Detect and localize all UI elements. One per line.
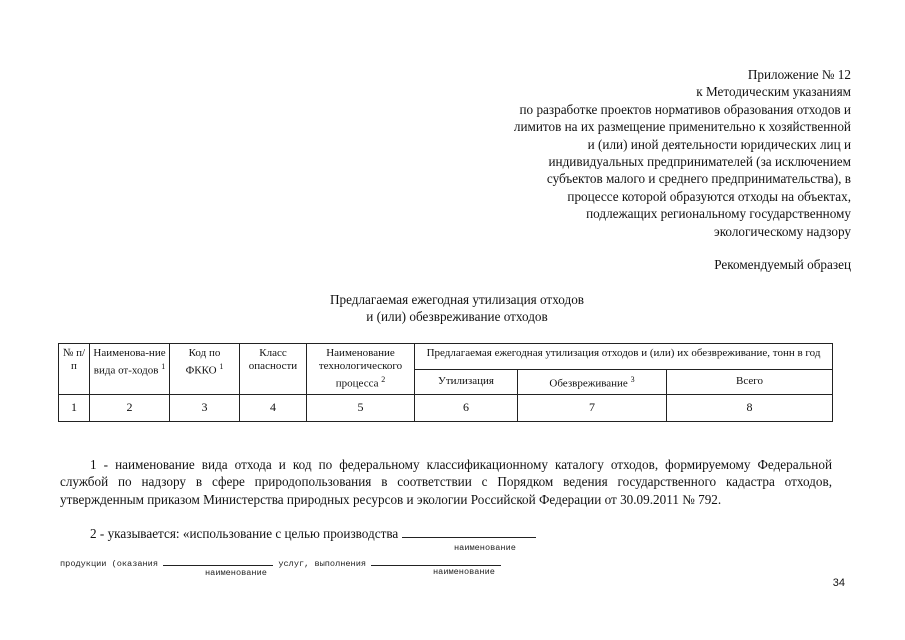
- caption-under-field: наименование: [433, 567, 495, 577]
- recommended-sample-label: Рекомендуемый образец: [714, 257, 851, 272]
- col-header-hazard-class: Класс опасности: [240, 344, 307, 395]
- document-title: [262, 291, 652, 325]
- table-cell: 3: [170, 394, 240, 421]
- table-cell: 4: [240, 394, 307, 421]
- header-line: подлежащих региональному государственному: [586, 206, 851, 222]
- footnote-2-text: 2 - указывается: «использование с целью производства: [90, 526, 399, 541]
- footnotes: [60, 456, 832, 508]
- header-line: лимитов на их размещение применительно к хозяйственной: [513, 119, 851, 135]
- caption-under-field: наименование: [205, 568, 267, 578]
- table-cell: 1: [59, 394, 90, 421]
- title-line-2: и (или) обезвреживание отходов: [366, 309, 548, 325]
- table-cell: 2: [90, 394, 170, 421]
- header-line: субъектов малого и среднего предпринимательства), в: [546, 171, 851, 187]
- column-number-row: [59, 394, 833, 421]
- footnote-ref: 1: [219, 362, 224, 371]
- waste-utilization-table: [58, 343, 833, 422]
- caption-under-field: наименование: [454, 543, 516, 553]
- page-number: 34: [832, 577, 845, 589]
- line-text-products: продукции (оказания: [60, 559, 158, 569]
- header-line: индивидуальных предпринимателей (за исключением: [548, 154, 851, 170]
- col-header-neutralization: Обезвреживание $^3$: [518, 369, 667, 394]
- header-line: к Методическим указаниям: [696, 84, 851, 100]
- col-header-waste-name: Наименова-ние вида от-ходов $^1$: [90, 344, 170, 395]
- blank-field-works: [371, 556, 501, 566]
- col-header-process: Наименование технологического процесса $^2$: [307, 344, 415, 395]
- header-line: процессе которой образуются отходы на объектах,: [567, 188, 851, 204]
- col-header-utilization: Утилизация: [415, 369, 518, 394]
- table-cell: 6: [415, 394, 518, 421]
- col-header-total: Всего: [667, 369, 833, 394]
- line-text-works: услуг, выполнения: [278, 559, 367, 569]
- table-cell: 7: [518, 394, 667, 421]
- header-line: по разработке проектов нормативов образования отходов и: [519, 101, 851, 117]
- footnote-ref: 3: [630, 374, 635, 384]
- footnote-2: [90, 525, 536, 542]
- col-header-fkko-code: Код по ФККО $^1$: [170, 344, 240, 395]
- table-cell: 8: [667, 394, 833, 421]
- title-line-1: Предлагаемая ежегодная утилизация отходов: [329, 292, 585, 307]
- header-line: и (или) иной деятельности юридических лиц и: [587, 136, 851, 152]
- table-cell: 5: [307, 394, 415, 421]
- blank-field-production: [402, 525, 536, 538]
- footnote-1: 1 - наименование вида отхода и код по федеральному классификационному каталогу отходов, формируемому Федеральной службой по надзору в сфере природопользования в соответствии с Порядком ведения государственного кадастра отходов, утвержденным приказом Министерства природных ресурсов и экологии Российской Федерации от 30.09.2011 № 792.: [60, 457, 832, 507]
- footnote-ref: 1: [161, 362, 166, 371]
- header-line: Приложение № 12: [747, 67, 851, 82]
- header-line: экологическому надзору: [714, 223, 851, 239]
- col-header-group-annual: Предлагаемая ежегодная утилизация отходов и (или) их обезвреживание, тонн в год: [415, 344, 833, 370]
- footnote-ref: 2: [381, 375, 386, 384]
- blank-field-services: [163, 556, 273, 566]
- appendix-header: [431, 66, 851, 240]
- col-header-number: № п/п: [59, 344, 90, 395]
